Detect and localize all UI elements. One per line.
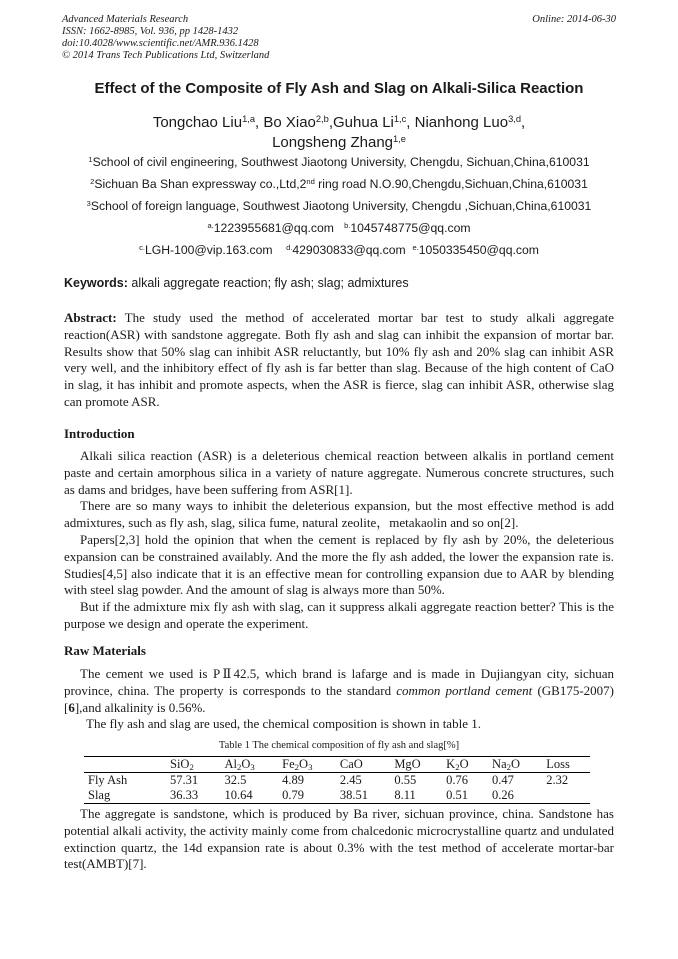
affiliation-text: Sichuan Ba Shan expressway co.,Ltd,2: [94, 177, 307, 191]
author-separator: ,: [255, 114, 264, 131]
email-marker: b.: [344, 220, 351, 230]
table-cell: 0.47: [492, 773, 514, 787]
affiliation-marker: 1: [88, 154, 93, 164]
paragraph: [64, 666, 614, 716]
email-address[interactable]: 1223955681@qq.com: [213, 221, 334, 235]
composition-table: [84, 756, 590, 804]
email-line-1: [40, 221, 638, 235]
table-cell: Fly Ash: [88, 773, 128, 787]
affiliation-text: School of foreign language, Southwest Jiaotong University, Chengdu ,Sichuan,China,610031: [90, 199, 592, 213]
table-header: Loss: [546, 757, 570, 771]
paragraph-text: (GB175-2007)[: [64, 682, 615, 715]
table-cell: 38.51: [339, 788, 368, 802]
author-name: Guhua Li: [333, 114, 394, 131]
table-cell: 0.55: [394, 773, 417, 787]
table-header: $Fe_2O_3$: [282, 757, 313, 773]
table-caption: Table 1 The chemical composition of fly ash and slag[%]: [218, 740, 460, 751]
paragraph: Papers[2,3] hold the opinion that when the cement is replaced by fly ash by 20%, the deleterious expansion can be constrained availably. And the more the fly ash added, the lower the expansion rate is. Studies[4,5] also indicate that it is an effective mean for controlling expansion due to AAR by blending with steel slag powder. And the amount of slag is always more than 50%.: [64, 531, 614, 598]
email-address[interactable]: LGH-100@vip.163.com: [144, 243, 273, 257]
table-header: $Al_2O_3$: [224, 757, 255, 773]
paragraph: Alkali silica reaction (ASR) is a deleterious chemical reaction between alkalis in portland cement paste and certain amorphous silica in a variety of nature aggregate. Numerous concrete structures, such as dams and bridges, have been suffering from ASR[1].: [64, 448, 614, 497]
author-list: [60, 113, 618, 153]
table-cell: 0.79: [282, 788, 305, 802]
table-cell: Slag: [88, 788, 111, 802]
abstract: [64, 310, 614, 411]
email-address[interactable]: 1050335450@qq.com: [418, 243, 539, 257]
table-cell: [542, 788, 590, 804]
keywords-text: alkali aggregate reaction; fly ash; slag; admixtures: [127, 276, 409, 290]
raw-materials-body: [64, 666, 614, 733]
keywords: [64, 276, 616, 290]
email-line-2: [40, 243, 638, 257]
introduction-body: [64, 448, 614, 633]
email-marker: c.: [139, 242, 145, 252]
paragraph: The fly ash and slag are used, the chemical composition is shown in table 1.: [86, 716, 481, 732]
journal-name: Advanced Materials Research: [62, 14, 189, 25]
table-header: CaO: [339, 757, 363, 771]
table-header: SiO$_2$: [170, 757, 194, 773]
standard-name: common portland cement: [396, 682, 533, 698]
affiliation-marker: 3: [86, 198, 91, 208]
table-cell: 8.11: [394, 788, 416, 802]
email-marker: e.: [412, 242, 419, 252]
email-address[interactable]: 1045748775@qq.com: [350, 221, 471, 235]
author-separator: ,: [406, 114, 415, 131]
table-cell: 2.45: [339, 773, 362, 787]
abstract-text: The study used the method of accelerated mortar bar test to study alkali aggregate reaction(ASR) with sandstone aggregate. Both fly ash and slag can inhibit the expansion of mortar bar. Results show that 50% slag can inhibit ASR reluctantly, but 10% fly ash and 20% slag can inhibit ASR very well, and the inhibitory effect of fly ash is far better than slag. Because of the high content of CaO in slag, it has inhibit and promote aspects, when the ASR is fierce, slag can inhibit ASR, otherwise slag can promote ASR.: [64, 310, 614, 409]
author-affil-marker: 2,b: [315, 113, 329, 124]
author-affil-marker: 1,c: [393, 113, 407, 124]
affiliation-1: [40, 155, 638, 169]
table-row: [84, 773, 590, 789]
author-name: Nianhong Luo: [414, 114, 509, 131]
issn-line: ISSN: 1662-8985, Vol. 936, pp 1428-1432: [62, 26, 239, 37]
table-cell: 32.5: [224, 773, 247, 787]
table-cell: 4.89: [282, 773, 305, 787]
affiliation-3: [40, 199, 638, 213]
paragraph-text: ],and alkalinity is 0.56%.: [74, 699, 206, 715]
table-header: $Na_2O$: [492, 757, 521, 773]
author-separator: ,: [328, 114, 333, 131]
paragraph: There are so many ways to inhibit the deleterious expansion, but the most effective method is add admixtures, such as fly ash, slag, silica fume, natural zeolite，metakaolin and so on[2].: [64, 498, 614, 531]
email-marker: a.: [207, 220, 214, 230]
keywords-label: Keywords:: [64, 276, 128, 290]
paragraph-text: The cement we used is PⅡ42.5, which brand is lafarge and is made in Dujiangyan city, sichuan province, china. The property is corresponds to the standard: [64, 666, 614, 698]
table-cell: 0.76: [446, 773, 469, 787]
table-header-row: [84, 757, 590, 773]
email-marker: d.: [286, 242, 293, 252]
author-affil-marker: 3,d: [508, 113, 521, 124]
email-address[interactable]: 429030833@qq.com: [292, 243, 406, 257]
copyright-line: © 2014 Trans Tech Publications Ltd, Switzerland: [62, 50, 270, 61]
author-affil-marker: 1,a: [242, 113, 255, 124]
affiliation-text: School of civil engineering, Southwest Jiaotong University, Chengdu, Sichuan,China,610031: [92, 155, 590, 169]
author-name: Bo Xiao: [263, 114, 316, 131]
table-cell: 36.33: [170, 788, 199, 802]
raw-materials-heading: Raw Materials: [64, 643, 146, 658]
table-row: [84, 788, 590, 804]
doi-line: doi:10.4028/www.scientific.net/AMR.936.1428: [62, 38, 259, 49]
table-header: MgO: [394, 757, 421, 771]
reference-number: 6: [68, 699, 75, 715]
author-name: Longsheng Zhang: [272, 134, 393, 151]
journal-header: [62, 14, 616, 62]
table-header: [84, 757, 166, 773]
online-date: Online: 2014-06-30: [532, 14, 616, 25]
table-cell: 0.26: [492, 788, 514, 802]
affiliation-text: ring road N.O.90,Chengdu,Sichuan,China,610031: [314, 177, 588, 191]
ordinal-suffix: nd: [306, 176, 315, 186]
affiliation-marker: 2: [90, 176, 95, 186]
table-header: $K_2O$: [446, 757, 469, 773]
abstract-label: Abstract:: [64, 310, 117, 325]
table-cell: 0.51: [446, 788, 469, 802]
paragraph: The aggregate is sandstone, which is produced by Ba river, sichuan province, china. Sandstone has potential alkali activity, the activity mainly come from chalcedonic microcrystalline quartz and undulated extinction quartz, the 14d expansion rate is about 0.3% with the test method of accelerate mortar-bar test(AMBT)[7].: [64, 806, 614, 872]
table-cell: 57.31: [170, 773, 199, 787]
affiliation-2: [40, 177, 638, 191]
author-separator: ,: [521, 114, 526, 131]
introduction-heading: Introduction: [64, 426, 135, 441]
table-cell: 10.64: [224, 788, 253, 802]
aggregate-paragraph: [64, 806, 614, 873]
table-cell: 2.32: [546, 773, 569, 787]
author-name: Tongchao Liu: [152, 114, 243, 131]
paragraph: But if the admixture mix fly ash with slag, can it suppress alkali aggregate reaction better? This is the purpose we design and operate the experiment.: [64, 599, 614, 631]
author-affil-marker: 1,e: [393, 133, 406, 144]
paper-title: Effect of the Composite of Fly Ash and Slag on Alkali-Silica Reaction: [94, 80, 584, 97]
